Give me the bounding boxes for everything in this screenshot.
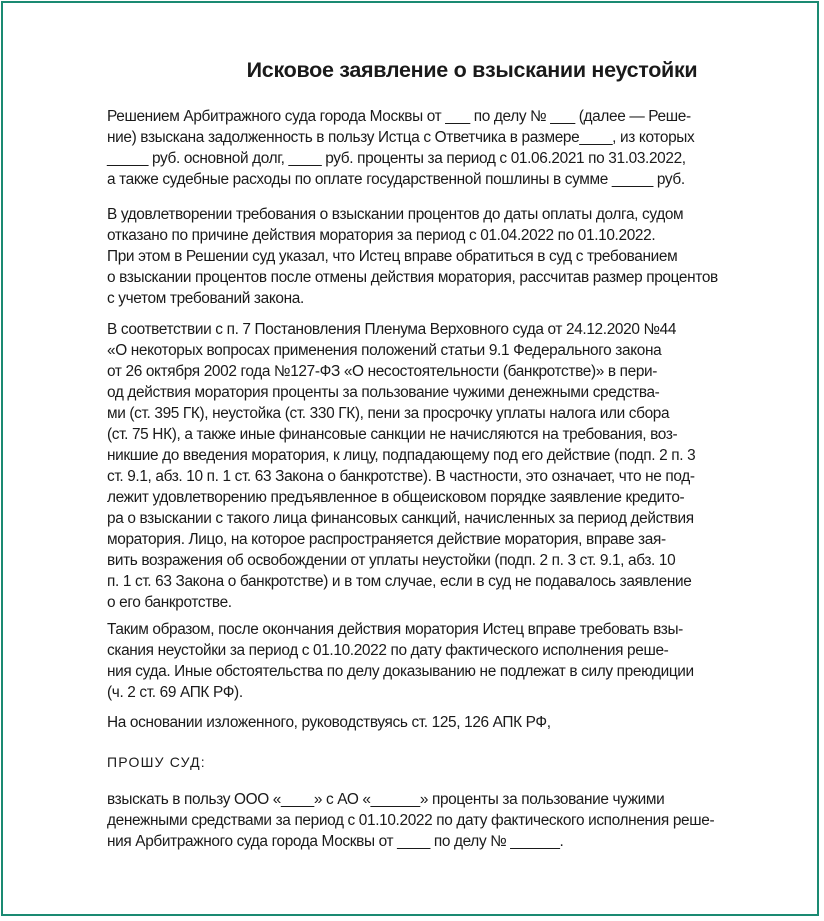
text-line: моратория. Лицо, на которое распространяется действие моратория, вправе зая- (107, 531, 666, 548)
text-line: На основании изложенного, руководствуясь ст. 125, 126 АПК РФ, (107, 714, 551, 731)
text-line: ние) взыскана задолженность в пользу Истца с Ответчика в размере____, из которых (107, 129, 695, 146)
paragraph-conclusion (107, 619, 787, 703)
text-line: от 26 октября 2002 года №127-ФЗ «О несостоятельности (банкротстве)» в пери- (107, 363, 658, 380)
text-line: отказано по причине действия моратория за период с 01.04.2022 по 01.10.2022. (107, 227, 656, 244)
text-line: В соответствии с п. 7 Постановления Пленума Верховного суда от 24.12.2020 №44 (107, 321, 677, 338)
text-line: ния Арбитражного суда города Москвы от ____ по делу № ______. (107, 833, 564, 850)
text-line: В удовлетворении требования о взыскании процентов до даты оплаты долга, судом (107, 206, 684, 223)
text-line: од действия моратория проценты за пользование чужими денежными средства- (107, 384, 660, 401)
paragraph-refusal (107, 204, 787, 309)
text-line: ра о взыскании с такого лица финансовых санкций, начисленных за период действия (107, 510, 694, 527)
text-line: Решением Арбитражного суда города Москвы от ___ по делу № ___ (далее — Реше- (107, 108, 691, 125)
text-line: с учетом требований закона. (107, 290, 304, 307)
text-line: _____ руб. основной долг, ____ руб. проценты за период с 01.06.2021 по 31.03.2022, (107, 150, 686, 167)
text-line: п. 1 ст. 63 Закона о банкротстве) и в том случае, если в суд не подавалось заявление (107, 573, 692, 590)
text-line: лежит удовлетворению предъявленное в общеисковом порядке заявление кредито- (107, 489, 685, 506)
document-title: Исковое заявление о взыскании неустойки (246, 58, 698, 82)
text-line: ПРОШУ СУД: (107, 754, 206, 770)
text-line: Таким образом, после окончания действия моратория Истец вправе требовать взы- (107, 621, 683, 638)
text-line: вить возражения об освобождении от уплаты неустойки (подп. 2 п. 3 ст. 9.1, абз. 10 (107, 552, 676, 569)
text-line: скания неустойки за период с 01.10.2022 по дату фактического исполнения реше- (107, 642, 669, 659)
text-line: о взыскании процентов после отмены действия моратория, рассчитав размер процентов (107, 269, 718, 286)
text-line: ми (ст. 395 ГК), неустойка (ст. 330 ГК), пени за просрочку уплаты налога или сбора (107, 405, 670, 422)
text-line: денежными средствами за период с 01.10.2022 по дату фактического исполнения реше- (107, 812, 715, 829)
paragraph-plenum (107, 319, 787, 613)
text-line: (ст. 75 НК), а также иные финансовые санкции не начисляются на требования, воз- (107, 426, 678, 443)
text-line: никшие до введения моратория, к лицу, подпадающему под его действие (подп. 2 п. 3 (107, 447, 696, 464)
text-line: а также судебные расходы по оплате государственной пошлины в сумме _____ руб. (107, 171, 685, 188)
paragraph-basis (107, 712, 787, 733)
text-line: ния суда. Иные обстоятельства по делу доказыванию не подлежат в силу преюдиции (107, 663, 694, 680)
text-line: ст. 9.1, абз. 10 п. 1 ст. 63 Закона о банкротстве). В частности, это означает, что не под- (107, 468, 695, 485)
request-heading (107, 752, 787, 773)
text-line: взыскать в пользу ООО «____» с АО «______» проценты за пользование чужими (107, 791, 665, 808)
text-line: При этом в Решении суд указал, что Истец вправе обратиться в суд с требованием (107, 248, 678, 265)
paragraph-request (107, 789, 787, 852)
text-line: «О некоторых вопросах применения положений статьи 9.1 Федерального закона (107, 342, 662, 359)
paragraph-decision (107, 106, 787, 190)
text-line: (ч. 2 ст. 69 АПК РФ). (107, 684, 243, 701)
text-line: о его банкротстве. (107, 594, 232, 611)
